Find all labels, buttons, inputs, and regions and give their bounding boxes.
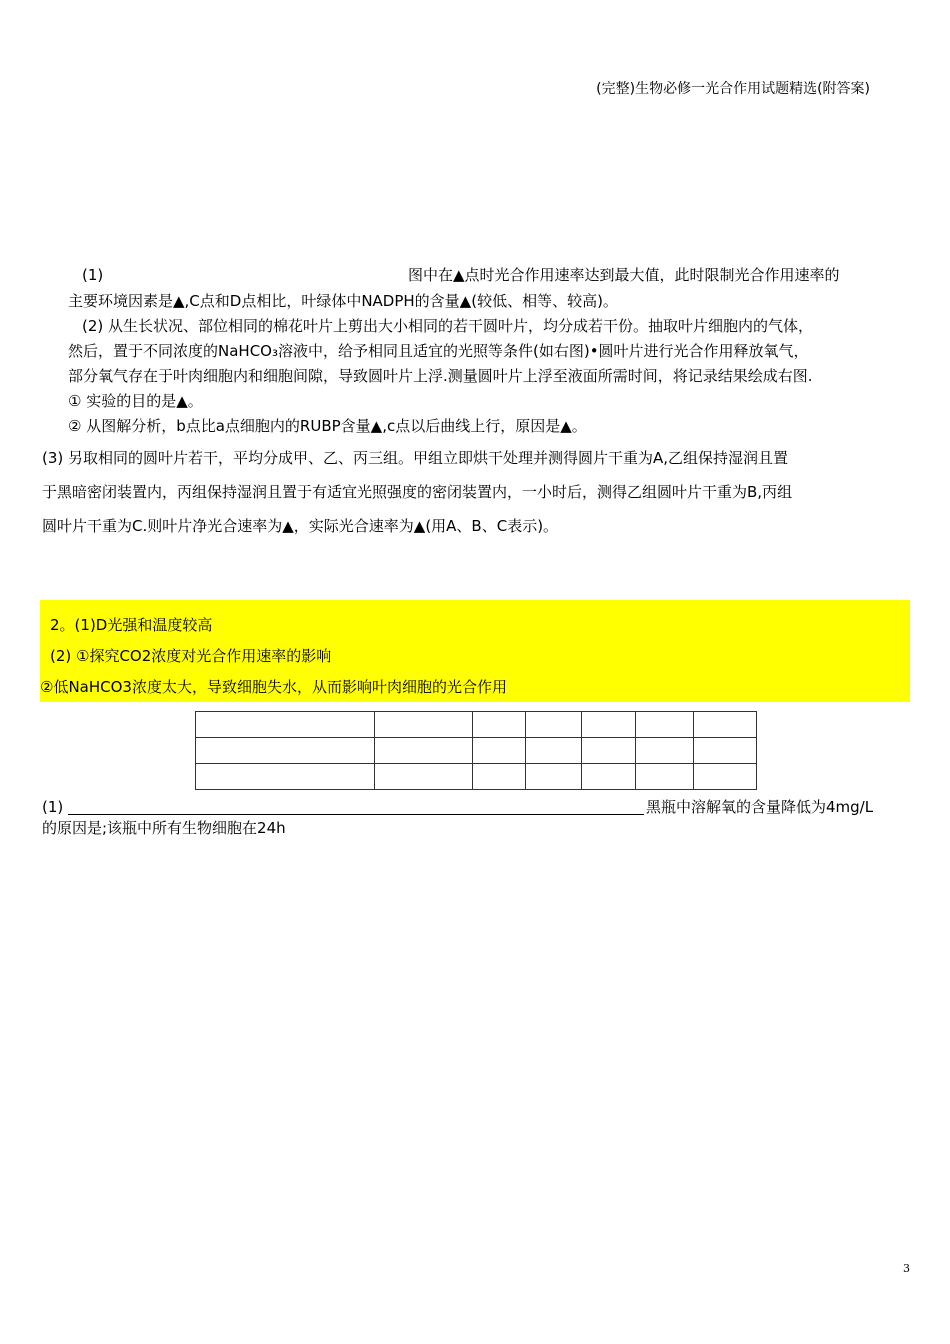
- q1-continuation: 主要环境因素是▲,C点和D点相比，叶绿体中NADPH的含量▲(较低、相等、较高)。: [68, 292, 618, 310]
- q1-label: (1): [82, 266, 104, 284]
- table-cell: [582, 764, 636, 790]
- table-cell: [196, 712, 375, 738]
- answer-line-3: ②低NaHCO3浓度太大，导致细胞失水，从而影响叶肉细胞的光合作用: [40, 678, 507, 696]
- page-number: 3: [903, 1262, 910, 1275]
- table-cell: [636, 738, 694, 764]
- table-cell: [636, 712, 694, 738]
- table-cell: [473, 764, 526, 790]
- answer-line-1: 2。(1)D光强和温度较高: [50, 616, 213, 634]
- q2-line-3: 部分氧气存在于叶肉细胞内和细胞间隙，导致圆叶片上浮.测量圆叶片上浮至液面所需时间，将记录结果绘成右图.: [68, 367, 813, 385]
- answer-line-2: (2) ①探究CO2浓度对光合作用速率的影响: [50, 647, 332, 665]
- document-header: (完整)生物必修一光合作用试题精选(附答案): [596, 81, 870, 97]
- table-cell: [694, 738, 757, 764]
- empty-data-table: [195, 711, 757, 790]
- table-cell: [636, 764, 694, 790]
- table-cell: [582, 712, 636, 738]
- q3-line-3: 圆叶片干重为C.则叶片净光合速率为▲，实际光合速率为▲(用A、B、C表示)。: [42, 517, 559, 535]
- table-row: [196, 764, 757, 790]
- bottom-line-1-suffix: 黑瓶中溶解氧的含量降低为4mg/L: [646, 798, 874, 816]
- table-cell: [582, 738, 636, 764]
- q3-line-2: 于黑暗密闭装置内，丙组保持湿润且置于有适宜光照强度的密闭装置内，一小时后，测得乙组圆叶片干重为B,丙组: [42, 483, 793, 501]
- table-cell: [526, 738, 582, 764]
- table-row: [196, 738, 757, 764]
- table-cell: [694, 764, 757, 790]
- table-cell: [196, 738, 375, 764]
- table-row: [196, 712, 757, 738]
- table-cell: [375, 738, 473, 764]
- table-cell: [526, 764, 582, 790]
- q2-line-1: (2) 从生长状况、部位相同的棉花叶片上剪出大小相同的若干圆叶片，均分成若干份。抽取叶片细胞内的气体，: [82, 317, 814, 335]
- answer-blank-line: [68, 814, 644, 815]
- table-cell: [526, 712, 582, 738]
- table-cell: [375, 764, 473, 790]
- bottom-line-2: 的原因是;该瓶中所有生物细胞在24h: [42, 819, 286, 837]
- table-cell: [473, 738, 526, 764]
- table-cell: [196, 764, 375, 790]
- table-cell: [375, 712, 473, 738]
- answer-highlight-box: [40, 600, 910, 702]
- bottom-line-1-prefix: (1): [42, 798, 64, 816]
- table-cell: [694, 712, 757, 738]
- q2-item-1: ① 实验的目的是▲。: [68, 392, 203, 410]
- q3-line-1: (3) 另取相同的圆叶片若干，平均分成甲、乙、丙三组。甲组立即烘干处理并测得圆片干重为A,乙组保持湿润且置: [42, 449, 789, 467]
- q2-line-2: 然后，置于不同浓度的NaHCO₃溶液中，给予相同且适宜的光照等条件(如右图)•圆叶片进行光合作用释放氧气，: [68, 342, 809, 360]
- q1-text: 图中在▲点时光合作用速率达到最大值，此时限制光合作用速率的: [408, 266, 840, 284]
- table-cell: [473, 712, 526, 738]
- q2-item-2: ② 从图解分析，b点比a点细胞内的RUBP含量▲,c点以后曲线上行，原因是▲。: [68, 417, 587, 435]
